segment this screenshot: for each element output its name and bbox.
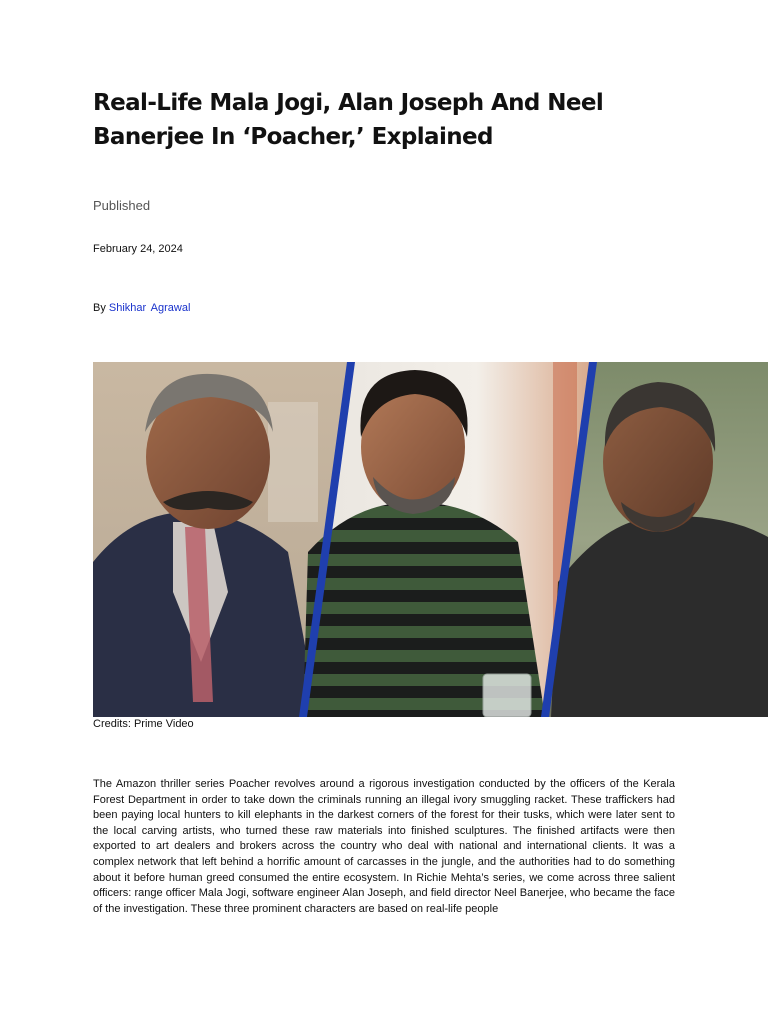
image-caption: Credits: Prime Video: [93, 718, 194, 730]
byline: [93, 302, 190, 314]
article-body: The Amazon thriller series Poacher revolves around a rigorous investigation conducted by the officers of the Kerala Forest Department in order to take down the criminals running an illegal ivory smuggling racket. These traffickers had been paying local hunters to kill elephants in the darkest corners of the forest for their tusks, which were later sent to the local carving artists, who turned these raw materials into finished sculptures. The finished artifacts were then exported to art dealers and brokers across the country who deal with national and international clients. It was a complex network that left behind a horrific amount of carcasses in the jungle, and the authorities had to do something about it before human greed consumed the entire ecosystem. In Richie Mehta’s series, we come across three salient officers: range officer Mala Jogi, software engineer Alan Joseph, and field director Neel Banerjee, who became the face of the investigation. These three prominent characters are based on real-life people: [93, 778, 675, 915]
hero-collage-illustration: [93, 362, 768, 717]
author-link[interactable]: Shikhar Agrawal: [108, 302, 191, 314]
byline-prefix: By: [93, 302, 106, 314]
published-label: Published: [93, 198, 151, 213]
article-title: Real-Life Mala Jogi, Alan Joseph And Neel Banerjee In ‘Poacher,’ Explained: [93, 90, 604, 150]
publish-date: February 24, 2024: [93, 243, 183, 255]
hero-image: [93, 362, 768, 717]
